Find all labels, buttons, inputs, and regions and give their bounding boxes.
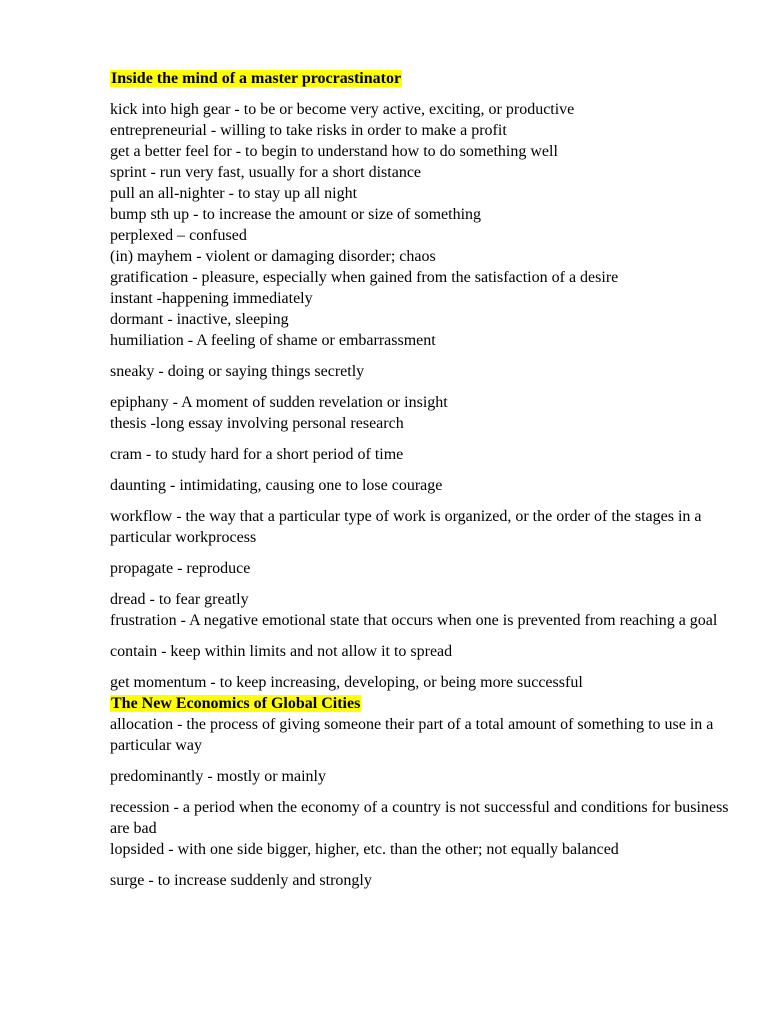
vocab-item: propagate - reproduce bbox=[110, 560, 251, 577]
vocab-item: predominantly - mostly or mainly bbox=[110, 768, 326, 785]
vocab-item: workflow - the way that a particular type of work is organized, or the order of the stages in a particular workprocess bbox=[110, 508, 702, 546]
vocab-item: dormant - inactive, sleeping bbox=[110, 311, 289, 328]
vocab-item: bump sth up - to increase the amount or size of something bbox=[110, 206, 482, 223]
vocab-item: allocation - the process of giving someone their part of a total amount of something to use in a particular way bbox=[110, 716, 714, 754]
vocab-block-3 bbox=[110, 589, 730, 631]
section-heading-global-cities bbox=[110, 693, 730, 714]
vocab-item: pull an all-nighter - to stay up all night bbox=[110, 185, 358, 202]
document-body bbox=[110, 68, 730, 891]
vocab-item: lopsided - with one side bigger, higher, etc. than the other; not equally balanced bbox=[110, 841, 619, 858]
vocab-item: gratification - pleasure, especially when gained from the satisfaction of a desire bbox=[110, 269, 619, 286]
vocab-item: sprint - run very fast, usually for a short distance bbox=[110, 164, 422, 181]
vocab-item: entrepreneurial - willing to take risks in order to make a profit bbox=[110, 122, 507, 139]
vocab-item: perplexed – confused bbox=[110, 227, 247, 244]
vocab-item: contain - keep within limits and not allow it to spread bbox=[110, 643, 453, 660]
vocab-item: thesis -long essay involving personal research bbox=[110, 415, 404, 432]
vocab-item: (in) mayhem - violent or damaging disorder; chaos bbox=[110, 248, 436, 265]
vocab-item: surge - to increase suddenly and strongly bbox=[110, 872, 372, 889]
vocab-item: frustration - A negative emotional state that occurs when one is prevented from reaching a goal bbox=[110, 612, 718, 629]
vocab-block-4 bbox=[110, 672, 730, 756]
heading-text: The New Economics of Global Cities bbox=[111, 695, 361, 712]
vocab-block-1 bbox=[110, 99, 730, 351]
vocab-item: get momentum - to keep increasing, developing, or being more successful bbox=[110, 674, 583, 691]
vocab-block-2 bbox=[110, 392, 730, 434]
vocab-item: daunting - intimidating, causing one to lose courage bbox=[110, 477, 443, 494]
vocab-block-5 bbox=[110, 797, 730, 860]
vocab-item: epiphany - A moment of sudden revelation or insight bbox=[110, 394, 448, 411]
vocab-item: instant -happening immediately bbox=[110, 290, 313, 307]
section-heading-procrastinator bbox=[110, 68, 730, 89]
vocab-item: cram - to study hard for a short period of time bbox=[110, 446, 404, 463]
vocab-item: kick into high gear - to be or become very active, exciting, or productive bbox=[110, 101, 575, 118]
heading-text: Inside the mind of a master procrastinator bbox=[111, 70, 402, 87]
vocab-item: sneaky - doing or saying things secretly bbox=[110, 363, 365, 380]
vocab-item: dread - to fear greatly bbox=[110, 591, 249, 608]
vocab-item: get a better feel for - to begin to understand how to do something well bbox=[110, 143, 558, 160]
vocab-item: recession - a period when the economy of a country is not successful and conditions for business are bad bbox=[110, 799, 729, 837]
vocab-item: humiliation - A feeling of shame or embarrassment bbox=[110, 332, 436, 349]
